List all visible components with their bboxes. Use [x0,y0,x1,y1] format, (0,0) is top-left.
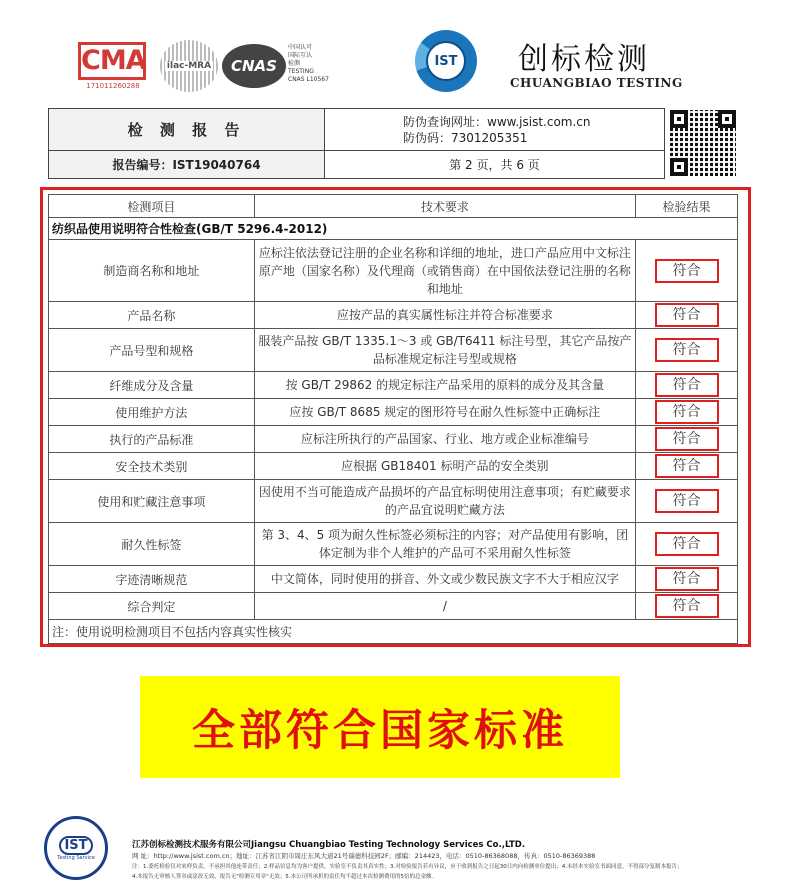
requirement-cell: 应根据 GB18401 标明产品的安全类别 [254,453,635,480]
requirement-cell: 中文简体，同时使用的拼音、外文或少数民族文字不大于相应汉字 [254,566,635,593]
result-badge: 符合 [655,489,719,513]
table-row [49,593,738,620]
requirement-cell: 应标注依法登记注册的企业名称和详细的地址，进口产品应用中文标注原产地（国家名称）及代理商（或销售商）在中国依法登记注册的名称和地址 [254,240,635,302]
table-row [49,566,738,593]
footer-company: 江苏创标检测技术服务有限公司Jiangsu Chuangbiao Testing Technology Services Co.,LTD. [132,840,526,850]
anti-fake-info [325,109,664,151]
table-row [49,329,738,372]
table-row [49,523,738,566]
table-row [49,453,738,480]
ilac-mra-logo [160,40,218,92]
table-row [49,399,738,426]
section-row [49,218,738,240]
cnas-caption-line: 中国认可 [288,44,313,51]
result-cell [636,302,738,329]
result-badge: 符合 [655,567,719,591]
requirement-cell: 应按 GB/T 8685 规定的图形符号在耐久性标签中正确标注 [254,399,635,426]
table-note: 注：使用说明检测项目不包括内容真实性核实 [49,620,738,644]
report-header [48,108,665,179]
requirement-cell: 第 3、4、5 项为耐久性标签必须标注的内容；对产品使用有影响，团体定制为非个人维护的产品可不采用耐久性标签 [254,523,635,566]
header-item: 检测项目 [49,195,255,218]
result-cell [636,566,738,593]
result-badge: 符合 [655,400,719,424]
requirement-cell: 服装产品按 GB/T 1335.1～3 或 GB/T6411 标注号型，其它产品按产品标准规定标注号型或规格 [254,329,635,372]
result-cell [636,426,738,453]
logo-bar [70,30,730,100]
cnas-caption [288,44,329,84]
anti-fake-code: 防伪码：7301205351 [403,131,528,145]
requirement-cell: 按 GB/T 29862 的规定标注产品采用的原料的成分及其含量 [254,372,635,399]
result-badge: 符合 [655,427,719,451]
item-cell: 使用维护方法 [49,399,255,426]
requirement-cell: 因使用不当可能造成产品损坏的产品宜标明使用注意事项；有贮藏要求的产品宜说明贮藏方法 [254,480,635,523]
item-cell: 制造商名称和地址 [49,240,255,302]
footer-contact: 网 址：http://www.jsist.com.cn；地址：江苏省江阴市周庄东风大道21号瑞德科技园2F；邮编：214423，电话：0510-86368088，传真：0510-86369388 [132,852,596,860]
cnas-caption-line: 国际互认 [288,52,313,59]
result-badge: 符合 [655,594,719,618]
cnas-caption-line: 检测 [288,60,301,67]
result-cell [636,593,738,620]
results-table [48,194,738,644]
cma-mark: CMA [78,42,146,80]
item-cell: 执行的产品标准 [49,426,255,453]
requirement-cell: 应标注所执行的产品国家、行业、地方或企业标准编号 [254,426,635,453]
qr-finder [670,110,688,128]
report-title: 检 测 报 告 [49,109,325,151]
item-cell: 产品名称 [49,302,255,329]
header-requirement: 技术要求 [254,195,635,218]
cnas-caption-line: TESTING [288,68,314,75]
cnas-logo: CNAS [222,44,286,88]
qr-finder [670,158,688,176]
item-cell: 耐久性标签 [49,523,255,566]
report-number: 报告编号：IST19040764 [49,151,325,178]
anti-fake-url: 防伪查询网址：www.jsist.com.cn [403,115,591,129]
table-row [49,240,738,302]
result-cell [636,523,738,566]
item-cell: 综合判定 [49,593,255,620]
seal-subtext: Testing Service [57,854,95,861]
item-cell: 使用和贮藏注意事项 [49,480,255,523]
ist-seal [44,816,108,880]
item-cell: 字迹清晰规范 [49,566,255,593]
result-cell [636,399,738,426]
footer-notes: 4.本报告无审核人签章或涂改无效，报告无"检测专用章"无效；5.本公司所承担的责任均不超过本次检测费用的5倍的总金额。 [132,874,438,880]
item-cell: 产品号型和规格 [49,329,255,372]
item-cell: 纤维成分及含量 [49,372,255,399]
ist-logo-text: IST [426,41,466,81]
table-row [49,426,738,453]
item-cell: 安全技术类别 [49,453,255,480]
requirement-cell: 应按产品的真实属性标注并符合标准要求 [254,302,635,329]
cma-logo [78,42,148,90]
page-info: 第 2 页，共 6 页 [449,158,540,172]
result-badge: 符合 [655,259,719,283]
ist-logo [415,30,477,92]
result-cell [636,480,738,523]
table-header-row [49,195,738,218]
footer-notes: 注：1.委托检验仅对来样负责，不承担其他连带责任；2.样品信息均为客户提供，实验室不负责其真实性；3.对检验报告若有异议，应于收到报告之日起30日内向检测单位提出；4.未经本实验室书面同意，不得部分复制本报告； [132,864,683,870]
table-row [49,372,738,399]
qr-code [670,110,736,176]
cma-number: 171011260288 [86,82,140,90]
brand-name-cn: 创标检测 [518,42,650,77]
result-badge: 符合 [655,532,719,556]
compliance-banner: 全部符合国家标准 [140,676,620,778]
header-result: 检验结果 [636,195,738,218]
result-cell [636,240,738,302]
result-badge: 符合 [655,338,719,362]
result-cell [636,372,738,399]
note-row [49,620,738,644]
section-title: 纺织品使用说明符合性检查(GB/T 5296.4-2012) [49,218,738,240]
seal-text: IST [59,836,92,855]
result-badge: 符合 [655,373,719,397]
table-row [49,302,738,329]
brand-name-en: CHUANGBIAO TESTING [510,76,683,90]
cnas-caption-line: CNAS L10567 [288,76,329,83]
ilac-mra-text: ilac-MRA [166,61,212,71]
result-badge: 符合 [655,303,719,327]
result-cell [636,453,738,480]
table-row [49,480,738,523]
result-badge: 符合 [655,454,719,478]
result-cell [636,329,738,372]
requirement-cell: / [254,593,635,620]
qr-finder [718,110,736,128]
